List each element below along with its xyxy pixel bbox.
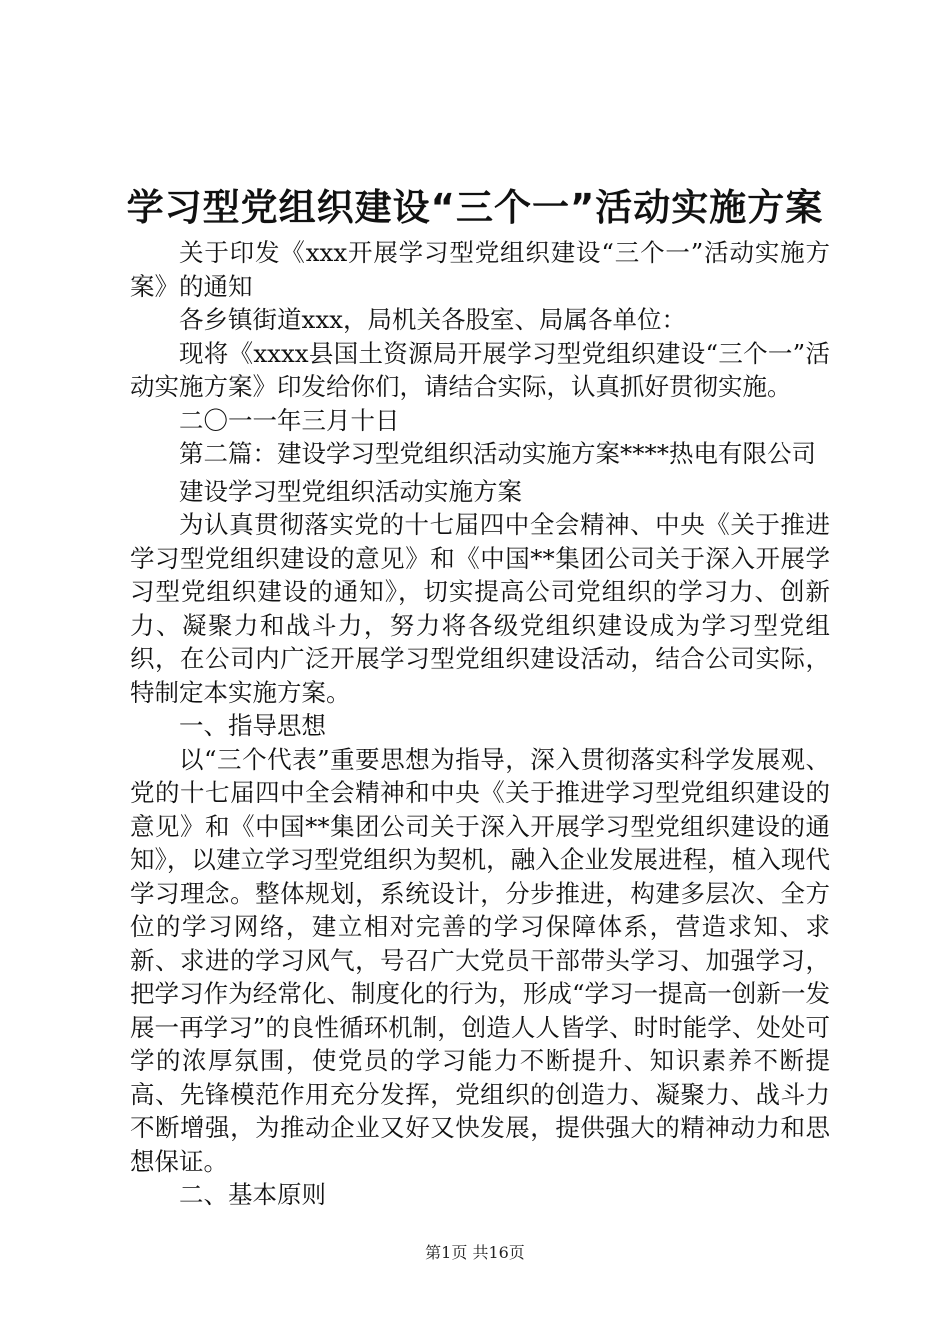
recipients-paragraph: 各乡镇街道xxx，局机关各股室、局属各单位： xyxy=(179,305,686,334)
section-heading-paragraph: 第二篇：建设学习型党组织活动实施方案****热电有限公司 xyxy=(179,439,816,468)
document-title: 学习型党组织建设“三个一”活动实施方案 xyxy=(126,186,824,229)
page-number-footer: 第1页 共16页 xyxy=(425,1243,525,1262)
notice-heading-paragraph: 关于印发《xxx开展学习型党组织建设“三个一”活动实施方案》的通知 xyxy=(130,238,830,301)
notice-body-paragraph: 现将《xxxx县国土资源局开展学习型党组织建设“三个一”活动实施方案》印发给你们，请结合实际，认真抓好贯彻实施。 xyxy=(130,338,830,401)
document-body xyxy=(130,236,830,1212)
plan-title-paragraph: 建设学习型党组织活动实施方案 xyxy=(179,476,522,506)
guiding-thought-heading: 一、指导思想 xyxy=(179,711,326,740)
intro-paragraph: 为认真贯彻落实党的十七届四中全会精神、中央《关于推进学习型党组织建设的意见》和《中国**集团公司关于深入开展学习型党组织建设的通知》，切实提高公司党组织的学习力、创新力、凝聚力和战斗力，努力将各级党组织建设成为学习型党组织，在公司内广泛开展学习型党组织建设活动，结合公司实际，特制定本实施方案。 xyxy=(130,510,830,707)
basic-principles-heading: 二、基本原则 xyxy=(179,1180,326,1209)
date-paragraph: 二〇一一年三月十日 xyxy=(179,405,400,435)
guiding-thought-paragraph: 以“三个代表”重要思想为指导，深入贯彻落实科学发展观、党的十七届四中全会精神和中央《关于推进学习型党组织建设的意见》和《中国**集团公司关于深入开展学习型党组织建设的通知》，以建立学习型党组织为契机，融入企业发展进程，植入现代学习理念。整体规划，系统设计，分步推进，构建多层次、全方位的学习网络，建立相对完善的学习保障体系，营造求知、求新、求进的学习风气，号召广大党员干部带头学习、加强学习，把学习作为经常化、制度化的行为，形成“学习一提高一创新一发展一再学习”的良性循环机制，创造人人皆学、时时能学、处处可学的浓厚氛围，使党员的学习能力不断提升、知识素养不断提高、先锋模范作用充分发挥，党组织的创造力、凝聚力、战斗力不断增强，为推动企业又好又快发展，提供强大的精神动力和思想保证。 xyxy=(130,744,830,1176)
